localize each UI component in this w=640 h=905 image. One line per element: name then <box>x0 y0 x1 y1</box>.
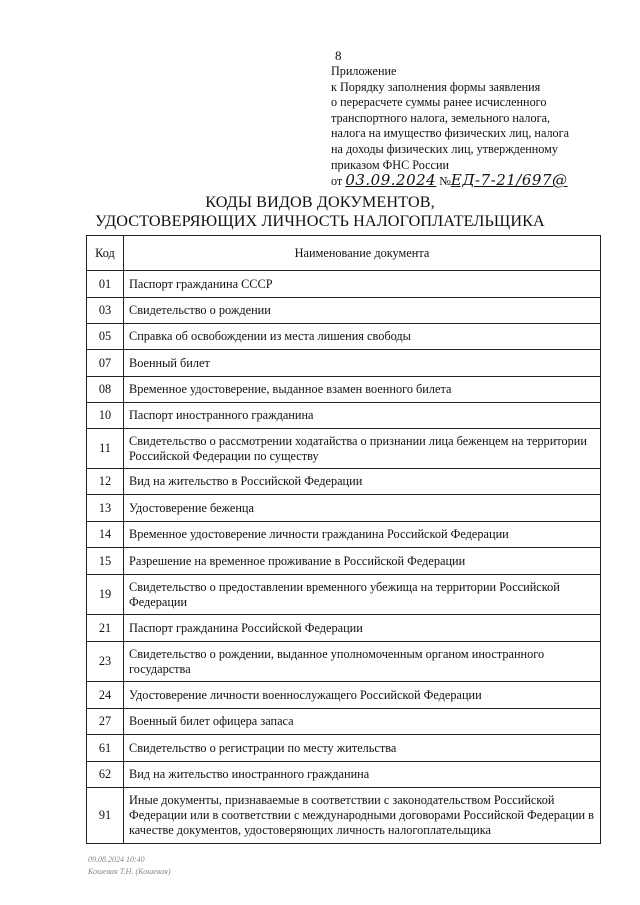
name-cell: Временное удостоверение, выданное взамен военного билета <box>124 377 601 403</box>
code-cell: 13 <box>87 495 124 522</box>
order-date: 03.09.2024 <box>345 171 437 190</box>
table-row <box>87 350 601 377</box>
appendix-line: транспортного налога, земельного налога, <box>331 110 551 125</box>
name-cell: Свидетельство о рождении, выданное уполномоченным органом иностранного государства <box>124 642 601 682</box>
code-cell: 14 <box>87 522 124 548</box>
appendix-line: налога на имущество физических лиц, налога <box>331 126 570 141</box>
table-row <box>87 575 601 615</box>
code-cell: 24 <box>87 682 124 709</box>
code-cell: 15 <box>87 548 124 575</box>
table-row <box>87 377 601 403</box>
table-row <box>87 682 601 709</box>
header-code: Код <box>87 236 124 271</box>
table-row <box>87 495 601 522</box>
title-line-2: УДОСТОВЕРЯЮЩИХ ЛИЧНОСТЬ НАЛОГОПЛАТЕЛЬЩИКА <box>95 212 545 230</box>
code-cell: 91 <box>87 788 124 844</box>
title-line-1: КОДЫ ВИДОВ ДОКУМЕНТОВ, <box>205 193 435 211</box>
name-cell: Вид на жительство в Российской Федерации <box>124 469 601 495</box>
code-cell: 10 <box>87 403 124 429</box>
appendix-line: на доходы физических лиц, утвержденному <box>331 141 558 156</box>
header-name: Наименование документа <box>124 236 601 271</box>
code-cell: 03 <box>87 298 124 324</box>
appendix-line: Приложение <box>331 64 397 78</box>
page-number: 8 <box>335 48 342 63</box>
table-row <box>87 522 601 548</box>
document-title <box>0 193 640 231</box>
name-cell: Паспорт гражданина Российской Федерации <box>124 615 601 642</box>
name-cell: Паспорт гражданина СССР <box>124 271 601 298</box>
name-cell: Разрешение на временное проживание в Российской Федерации <box>124 548 601 575</box>
name-cell: Свидетельство о предоставлении временного убежища на территории Российской Федерации <box>124 575 601 615</box>
table-row <box>87 298 601 324</box>
name-cell: Свидетельство о рассмотрении ходатайства о признании лица беженцем на территории Российской Федерации по существу <box>124 429 601 469</box>
code-cell: 61 <box>87 735 124 762</box>
code-cell: 23 <box>87 642 124 682</box>
appendix-block <box>331 64 621 190</box>
name-cell: Удостоверение беженца <box>124 495 601 522</box>
name-cell: Свидетельство о регистрации по месту жительства <box>124 735 601 762</box>
table-row <box>87 735 601 762</box>
order-number: ЕД-7-21/697@ <box>450 171 568 190</box>
table-row <box>87 615 601 642</box>
footer-timestamp: 09.08.2024 10:40 <box>88 855 145 864</box>
table-row <box>87 788 601 844</box>
appendix-line: приказом ФНС России <box>331 157 449 172</box>
code-cell: 01 <box>87 271 124 298</box>
code-cell: 12 <box>87 469 124 495</box>
order-date-number-line <box>331 173 621 190</box>
table-row <box>87 403 601 429</box>
table-row <box>87 642 601 682</box>
code-cell: 05 <box>87 324 124 350</box>
name-cell: Свидетельство о рождении <box>124 298 601 324</box>
date-prefix: от <box>331 174 343 189</box>
name-cell: Удостоверение личности военнослужащего Российской Федерации <box>124 682 601 709</box>
code-cell: 07 <box>87 350 124 377</box>
name-cell: Военный билет офицера запаса <box>124 709 601 735</box>
code-cell: 19 <box>87 575 124 615</box>
table-row <box>87 548 601 575</box>
table-header-row <box>87 236 601 271</box>
table-row <box>87 762 601 788</box>
code-cell: 08 <box>87 377 124 403</box>
name-cell: Вид на жительство иностранного гражданина <box>124 762 601 788</box>
name-cell: Временное удостоверение личности гражданина Российской Федерации <box>124 522 601 548</box>
table-row <box>87 709 601 735</box>
appendix-line: о перерасчете суммы ранее исчисленного <box>331 95 547 110</box>
table-row <box>87 324 601 350</box>
name-cell: Паспорт иностранного гражданина <box>124 403 601 429</box>
number-prefix: № <box>439 174 451 189</box>
name-cell: Военный билет <box>124 350 601 377</box>
code-cell: 62 <box>87 762 124 788</box>
table-row <box>87 429 601 469</box>
table-row <box>87 271 601 298</box>
code-cell: 11 <box>87 429 124 469</box>
code-cell: 27 <box>87 709 124 735</box>
name-cell: Справка об освобождении из места лишения свободы <box>124 324 601 350</box>
table-row <box>87 469 601 495</box>
appendix-line: к Порядку заполнения формы заявления <box>331 79 541 94</box>
code-cell: 21 <box>87 615 124 642</box>
footer-signer: Кошевая Т.Н. (Кошевая) <box>88 867 171 876</box>
document-codes-table <box>86 235 601 844</box>
name-cell: Иные документы, признаваемые в соответствии с законодательством Российской Федерации или в соответствии с международными договорами Российской Федерации в качестве документов, удостоверяющих личность налогоплательщика <box>124 788 601 844</box>
